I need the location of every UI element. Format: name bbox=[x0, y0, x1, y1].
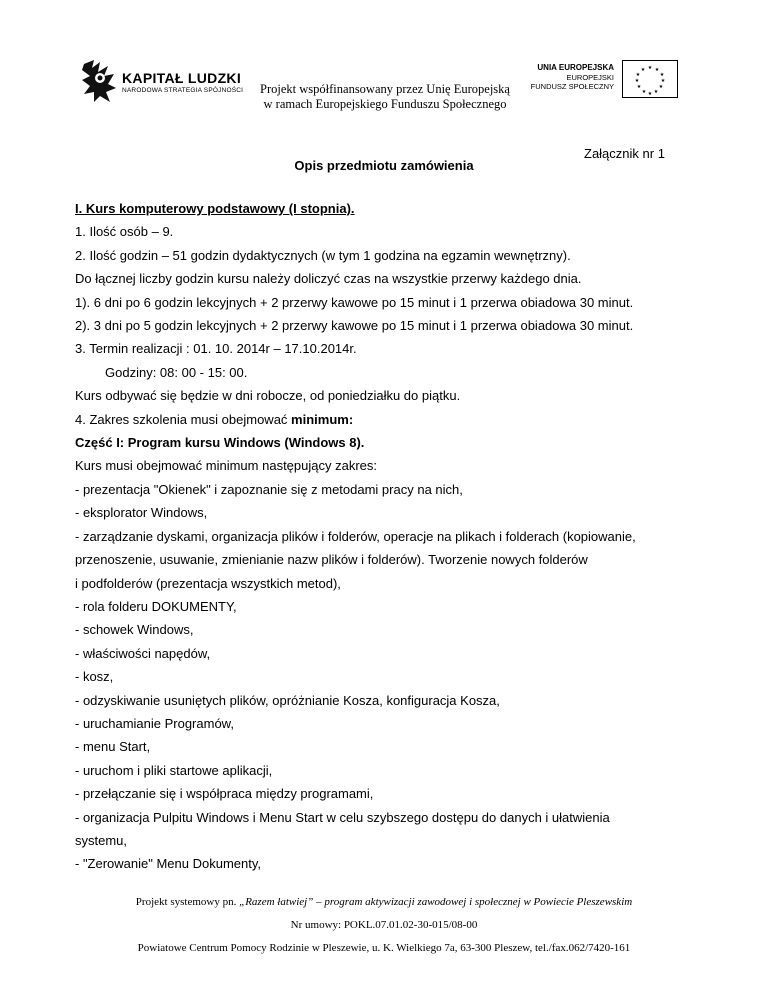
list-item: - właściwości napędów, bbox=[75, 645, 211, 661]
section-heading: I. Kurs komputerowy podstawowy (I stopnia). bbox=[75, 201, 355, 216]
svg-text:★: ★ bbox=[653, 89, 659, 95]
list-item: - prezentacja "Okienek" i zapoznanie się z metodami pracy na nich, bbox=[75, 481, 463, 497]
page-footer bbox=[0, 891, 768, 960]
course-hours: Godziny: 08: 00 - 15: 00. bbox=[105, 364, 248, 380]
eu-label-line-2: EUROPEJSKI bbox=[566, 72, 614, 82]
list-item: i podfolderów (prezentacja wszystkich metod), bbox=[75, 575, 341, 591]
list-item: - "Zerowanie" Menu Dokumenty, bbox=[75, 856, 262, 872]
cofinancing-line-1: Projekt współfinansowany przez Unię Europejską bbox=[260, 82, 510, 96]
list-item: - menu Start, bbox=[75, 739, 151, 755]
svg-text:★: ★ bbox=[640, 67, 646, 73]
list-item: - uruchamianie Programów, bbox=[75, 715, 234, 731]
footer-contract-number: Nr umowy: POKL.07.01.02-30-015/08-00 bbox=[290, 919, 478, 931]
svg-text:★: ★ bbox=[641, 89, 647, 95]
breaks-note: Do łącznej liczby godzin kursu należy doliczyć czas na wszystkie przerwy każdego dnia. bbox=[75, 271, 582, 287]
list-item: - schowek Windows, bbox=[75, 622, 194, 638]
svg-text:★: ★ bbox=[660, 78, 666, 84]
kapital-ludzki-subtitle: NARODOWA STRATEGIA SPÓJNOŚCI bbox=[122, 87, 244, 94]
footer-project-name: „Razem łatwiej” – program aktywizacji zawodowej i społecznej w Powiecie Pleszewskim bbox=[239, 896, 633, 908]
svg-text:★: ★ bbox=[647, 91, 653, 97]
participants-count: 1. Ilość osób – 9. bbox=[75, 224, 174, 240]
scope-minimum: minimum: bbox=[291, 411, 354, 427]
schedule-option-1: 1). 6 dni po 6 godzin lekcyjnych + 2 przerwy kawowe po 15 minut i 1 przerwa obiadowa 30 minut. bbox=[75, 294, 634, 310]
svg-text:★: ★ bbox=[647, 65, 653, 71]
svg-text:★: ★ bbox=[658, 84, 664, 90]
svg-text:★: ★ bbox=[654, 67, 660, 73]
eu-label-line-1: UNIA EUROPEJSKA bbox=[537, 63, 614, 72]
svg-text:★: ★ bbox=[635, 72, 641, 78]
kapital-ludzki-logo-icon bbox=[80, 58, 120, 104]
svg-text:★: ★ bbox=[659, 72, 665, 78]
document-body bbox=[75, 197, 715, 876]
scope-intro-text: 4. Zakres szkolenia musi obejmować bbox=[75, 411, 292, 427]
list-item: systemu, bbox=[75, 832, 128, 848]
annex-label: Załącznik nr 1 bbox=[584, 146, 665, 161]
list-item: - rola folderu DOKUMENTY, bbox=[75, 598, 237, 614]
svg-text:★: ★ bbox=[636, 84, 642, 90]
list-item: - przełączanie się i współpraca między programami, bbox=[75, 786, 374, 802]
schedule-option-2: 2). 3 dni po 5 godzin lekcyjnych + 2 przerwy kawowe po 15 minut i 1 przerwa obiadowa 30 minut. bbox=[75, 318, 634, 334]
list-item: - organizacja Pulpitu Windows i Menu Start w celu szybszego dostępu do danych i ułatwienia bbox=[75, 809, 610, 825]
part-intro: Kurs musi obejmować minimum następujący zakres: bbox=[75, 458, 377, 474]
document-title: Opis przedmiotu zamówienia bbox=[294, 158, 474, 173]
footer-project-line bbox=[0, 891, 768, 914]
eu-flag-icon bbox=[622, 60, 678, 98]
scope-intro bbox=[75, 408, 715, 431]
page-header bbox=[0, 0, 768, 130]
list-item: - odzyskiwanie usuniętych plików, opróżnianie Kosza, konfiguracja Kosza, bbox=[75, 692, 500, 708]
kapital-ludzki-title: KAPITAŁ LUDZKI bbox=[122, 70, 242, 86]
working-days-note: Kurs odbywać się będzie w dni robocze, od poniedziałku do piątku. bbox=[75, 388, 461, 404]
eu-label-line-3: FUNDUSZ SPOŁECZNY bbox=[530, 82, 614, 91]
footer-project-prefix: Projekt systemowy pn. bbox=[135, 896, 240, 908]
part-heading: Część I: Program kursu Windows (Windows 8). bbox=[75, 435, 365, 451]
realization-dates: 3. Termin realizacji : 01. 10. 2014r – 17.10.2014r. bbox=[75, 341, 357, 357]
hours-count: 2. Ilość godzin – 51 godzin dydaktycznych (w tym 1 godzina na egzamin wewnętrzny). bbox=[75, 247, 571, 263]
eu-fund-label bbox=[520, 63, 614, 92]
list-item: - uruchom i pliki startowe aplikacji, bbox=[75, 762, 273, 778]
cofinancing-line-2: w ramach Europejskiego Funduszu Społecznego bbox=[263, 97, 507, 111]
cofinancing-statement bbox=[240, 82, 530, 112]
svg-text:★: ★ bbox=[634, 78, 640, 84]
list-item: - kosz, bbox=[75, 669, 114, 685]
list-item: - zarządzanie dyskami, organizacja plików i folderów, operacje na plikach i folderach (kopiowanie, bbox=[75, 528, 636, 544]
list-item: przenoszenie, usuwanie, zmienianie nazw plików i folderów). Tworzenie nowych folderów bbox=[75, 552, 588, 568]
footer-address: Powiatowe Centrum Pomocy Rodzinie w Pleszewie, u. K. Wielkiego 7a, 63-300 Pleszew, tel./fax.062/7420-161 bbox=[137, 942, 631, 954]
list-item: - eksplorator Windows, bbox=[75, 505, 208, 521]
